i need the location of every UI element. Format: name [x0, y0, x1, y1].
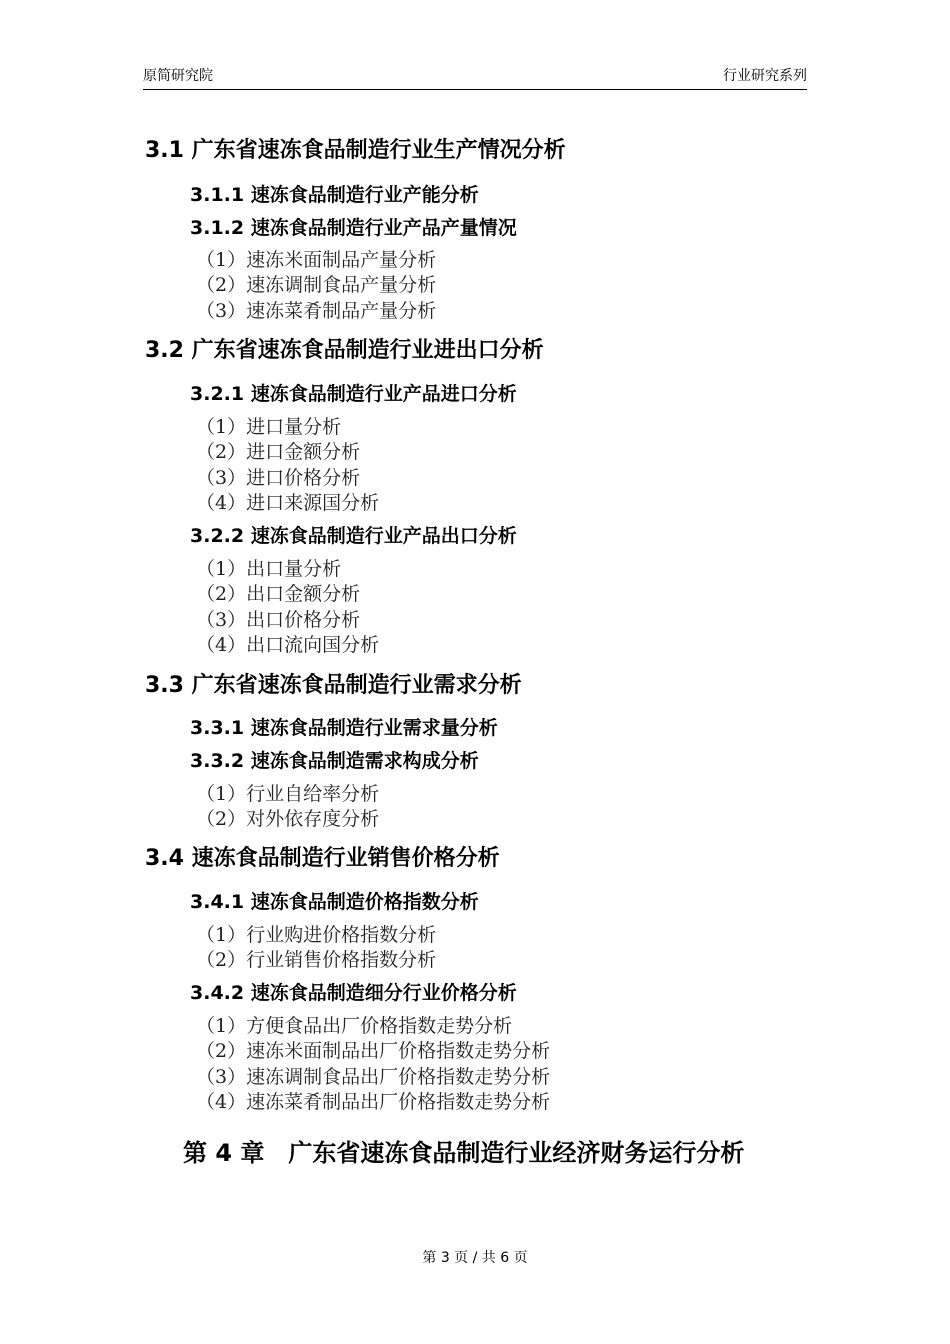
toc-item: （1）行业自给率分析 [196, 783, 380, 805]
toc-item: （3）出口价格分析 [196, 609, 361, 631]
toc-subsection-3-3-2: 3.3.2 速冻食品制造需求构成分析 [190, 750, 479, 772]
toc-subsection-3-3-1: 3.3.1 速冻食品制造行业需求量分析 [190, 717, 498, 739]
toc-item: （4）出口流向国分析 [196, 634, 380, 656]
page-header [143, 66, 807, 90]
toc-item: （2）速冻米面制品出厂价格指数走势分析 [196, 1040, 551, 1062]
header-series: 行业研究系列 [723, 68, 807, 84]
toc-section-3-2: 3.2 广东省速冻食品制造行业进出口分析 [145, 338, 544, 363]
toc-item: （2）对外依存度分析 [196, 808, 380, 830]
toc-item: （1）出口量分析 [196, 558, 342, 580]
toc-section-3-1: 3.1 广东省速冻食品制造行业生产情况分析 [145, 138, 566, 163]
toc-subsection-3-4-2: 3.4.2 速冻食品制造细分行业价格分析 [190, 982, 517, 1004]
toc-item: （2）出口金额分析 [196, 583, 361, 605]
toc-item: （4）速冻菜肴制品出厂价格指数走势分析 [196, 1091, 551, 1113]
toc-item: （1）行业购进价格指数分析 [196, 924, 437, 946]
toc-item: （1）速冻米面制品产量分析 [196, 249, 437, 271]
toc-item: （2）速冻调制食品产量分析 [196, 274, 437, 296]
toc-subsection-3-4-1: 3.4.1 速冻食品制造价格指数分析 [190, 891, 479, 913]
toc-chapter-4: 第 4 章 广东省速冻食品制造行业经济财务运行分析 [183, 1139, 745, 1167]
toc-item: （1）进口量分析 [196, 416, 342, 438]
toc-item: （4）进口来源国分析 [196, 492, 380, 514]
toc-subsection-3-2-1: 3.2.1 速冻食品制造行业产品进口分析 [190, 383, 517, 405]
page-number: 第 3 页 / 共 6 页 [422, 1250, 528, 1266]
toc-subsection-3-2-2: 3.2.2 速冻食品制造行业产品出口分析 [190, 525, 517, 547]
toc-section-3-3: 3.3 广东省速冻食品制造行业需求分析 [145, 673, 522, 698]
toc-item: （3）进口价格分析 [196, 467, 361, 489]
toc-subsection-3-1-1: 3.1.1 速冻食品制造行业产能分析 [190, 184, 479, 206]
header-org: 原简研究院 [143, 68, 213, 84]
toc-item: （3）速冻调制食品出厂价格指数走势分析 [196, 1066, 551, 1088]
toc-section-3-4: 3.4 速冻食品制造行业销售价格分析 [145, 846, 500, 871]
toc-item: （2）行业销售价格指数分析 [196, 949, 437, 971]
toc-item: （2）进口金额分析 [196, 441, 361, 463]
toc-item: （3）速冻菜肴制品产量分析 [196, 300, 437, 322]
toc-subsection-3-1-2: 3.1.2 速冻食品制造行业产品产量情况 [190, 217, 517, 239]
toc-item: （1）方便食品出厂价格指数走势分析 [196, 1015, 513, 1037]
